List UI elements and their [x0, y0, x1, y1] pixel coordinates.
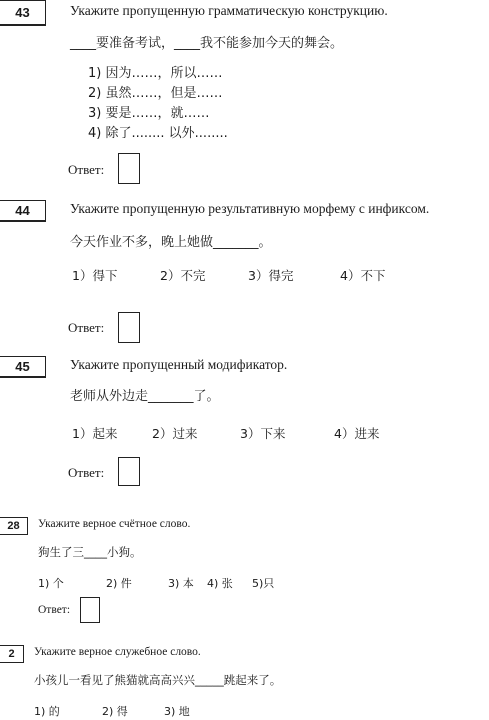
question-43-option-1: 1) 因为……，所以……	[88, 66, 223, 81]
question-2-sentence: 小孩儿一看见了熊猫就高高兴兴_____跳起来了。	[34, 673, 282, 687]
question-45-answer-label: Ответ:	[68, 465, 105, 480]
question-45-option-3: 3）下来	[240, 426, 286, 441]
question-45-option-4: 4）进来	[334, 426, 380, 441]
question-2-option-3: 3) 地	[164, 705, 190, 718]
question-44-answer-label: Ответ:	[68, 320, 105, 335]
question-number-28: 28	[0, 517, 28, 535]
question-44-instruction: Укажите пропущенную результативную морфему с инфиксом.	[70, 201, 430, 216]
question-number-45: 45	[0, 356, 46, 378]
question-28-sentence: 狗生了三____小狗。	[38, 545, 142, 559]
question-28-answer-box[interactable]	[80, 597, 100, 623]
question-number-2: 2	[0, 645, 24, 663]
question-28-answer-label: Ответ:	[38, 604, 71, 616]
question-44-option-4: 4）不下	[340, 268, 386, 283]
question-number-43: 43	[0, 0, 46, 26]
question-45-option-1: 1）起来	[72, 426, 118, 441]
question-28-option-4: 4) 张	[207, 577, 233, 590]
question-28-option-5: 5)只	[252, 577, 275, 590]
question-45-answer-box[interactable]	[118, 457, 140, 486]
question-43-option-2: 2) 虽然……，但是……	[88, 86, 223, 101]
question-44-option-1: 1）得下	[72, 268, 118, 283]
question-44-option-3: 3）得完	[248, 268, 294, 283]
question-45-instruction: Укажите пропущенный модификатор.	[70, 357, 288, 372]
question-28-option-2: 2) 件	[106, 577, 132, 590]
question-43-option-3: 3) 要是……，就……	[88, 106, 210, 121]
question-43-instruction: Укажите пропущенную грамматическую конструкцию.	[70, 3, 388, 18]
question-28-instruction: Укажите верное счётное слово.	[38, 518, 191, 530]
question-number-44: 44	[0, 200, 46, 222]
question-44-sentence: 今天作业不多，晚上她做_______。	[70, 235, 272, 250]
question-43-answer-box[interactable]	[118, 153, 140, 184]
question-45-sentence: 老师从外边走_______了。	[70, 389, 220, 404]
question-2-option-2: 2) 得	[102, 705, 128, 718]
question-28-option-3: 3) 本	[168, 577, 194, 590]
question-43-sentence: ____要准备考试，____我不能参加今天的舞会。	[70, 36, 344, 51]
question-43-answer-label: Ответ:	[68, 162, 105, 177]
question-44-option-2: 2）不完	[160, 268, 206, 283]
question-2-option-1: 1) 的	[34, 705, 60, 718]
question-43-option-4: 4) 除了........ 以外........	[88, 126, 228, 141]
question-44-answer-box[interactable]	[118, 312, 140, 343]
question-2-instruction: Укажите верное служебное слово.	[34, 646, 201, 658]
question-45-option-2: 2）过来	[152, 426, 198, 441]
question-28-option-1: 1) 个	[38, 577, 64, 590]
